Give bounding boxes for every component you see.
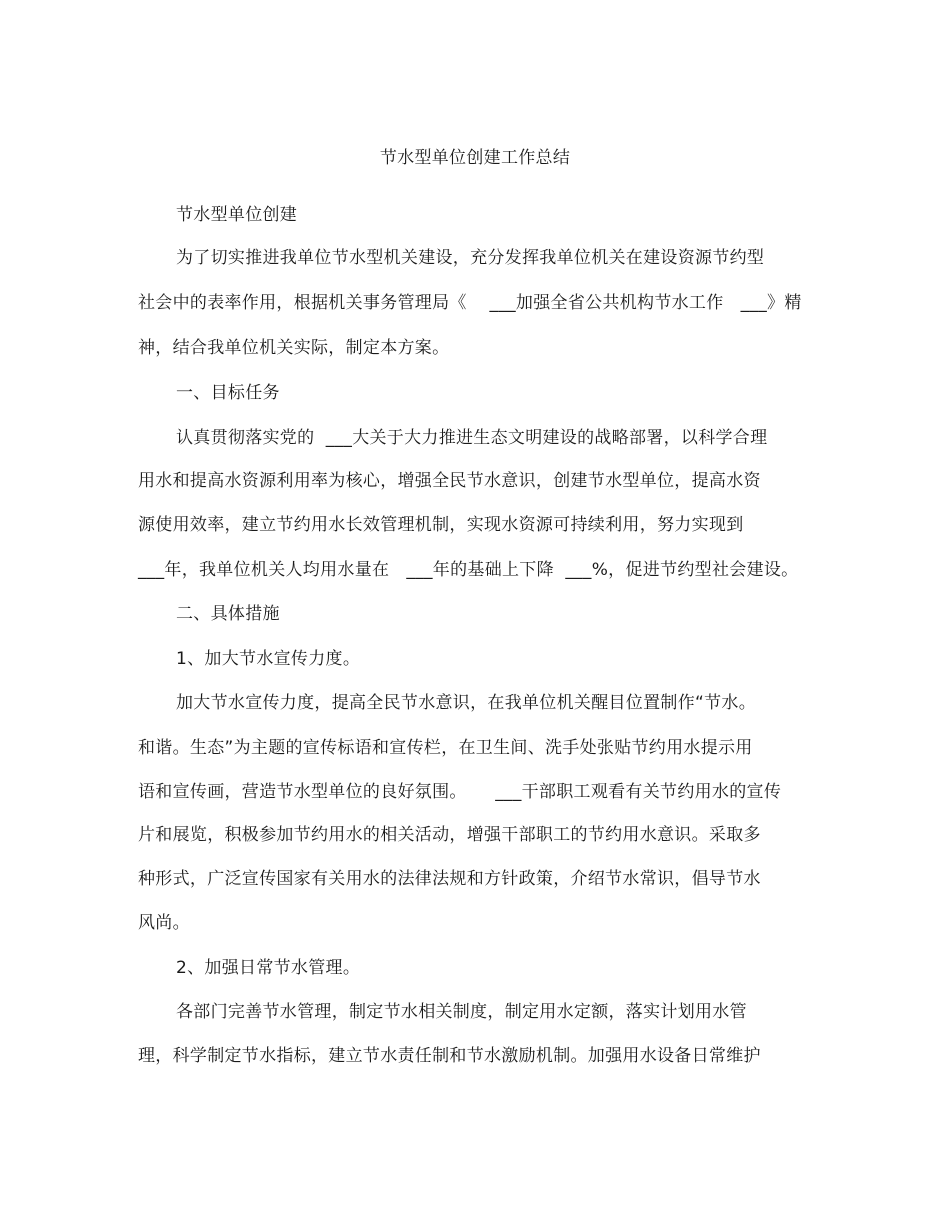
paragraph-line: 种形式，广泛宣传国家有关用水的法律法规和方针政策，介绍节水常识，倡导节水 (138, 869, 761, 889)
document-title: 节水型单位创建工作总结 (379, 148, 571, 168)
paragraph-line: 用水和提高水资源利用率为核心，增强全民节水意识，创建节水型单位，提高水资 (138, 471, 761, 491)
paragraph-line: 加大节水宣传力度，提高全民节水意识，在我单位机关醒目位置制作“节水。 (176, 693, 757, 713)
paragraph-line: 社会中的表率作用，根据机关事务管理局《 ___加强全省公共机构节水工作 ___》精 (138, 293, 802, 313)
subsection-heading: 2、加强日常节水管理。 (176, 958, 361, 978)
paragraph-line: 神，结合我单位机关实际，制定本方案。 (138, 338, 450, 358)
section-heading: 二、具体措施 (176, 604, 280, 624)
paragraph-line: 片和展览，积极参加节约用水的相关活动，增强干部职工的节约用水意识。采取多 (138, 825, 761, 845)
paragraph-line: 和谐。生态”为主题的宣传标语和宣传栏，在卫生间、洗手处张贴节约用水提示用 (138, 738, 753, 758)
paragraph-line: 理，科学制定节水指标，建立节水责任制和节水激励机制。加强用水设备日常维护 (138, 1046, 761, 1066)
paragraph-line: ___年，我单位机关人均用水量在 ___年的基础上下降 ___%，促进节约型社会建设。 (138, 560, 799, 580)
section-heading: 一、目标任务 (176, 383, 280, 403)
paragraph-line: 为了切实推进我单位节水型机关建设，充分发挥我单位机关在建设资源节约型 (176, 248, 765, 268)
paragraph-line: 认真贯彻落实党的 ___大关于大力推进生态文明建设的战略部署，以科学合理 (176, 428, 768, 448)
paragraph-line: 风尚。 (138, 913, 190, 933)
paragraph-line: 各部门完善节水管理，制定节水相关制度，制定用水定额，落实计划用水管 (176, 1002, 747, 1022)
paragraph-line: 语和宣传画，营造节水型单位的良好氛围。 ___干部职工观看有关节约用水的宣传 (138, 782, 782, 802)
subsection-heading: 1、加大节水宣传力度。 (176, 649, 361, 669)
section-heading: 节水型单位创建 (176, 205, 298, 225)
paragraph-line: 源使用效率，建立节约用水长效管理机制，实现水资源可持续利用，努力实现到 (138, 515, 744, 535)
